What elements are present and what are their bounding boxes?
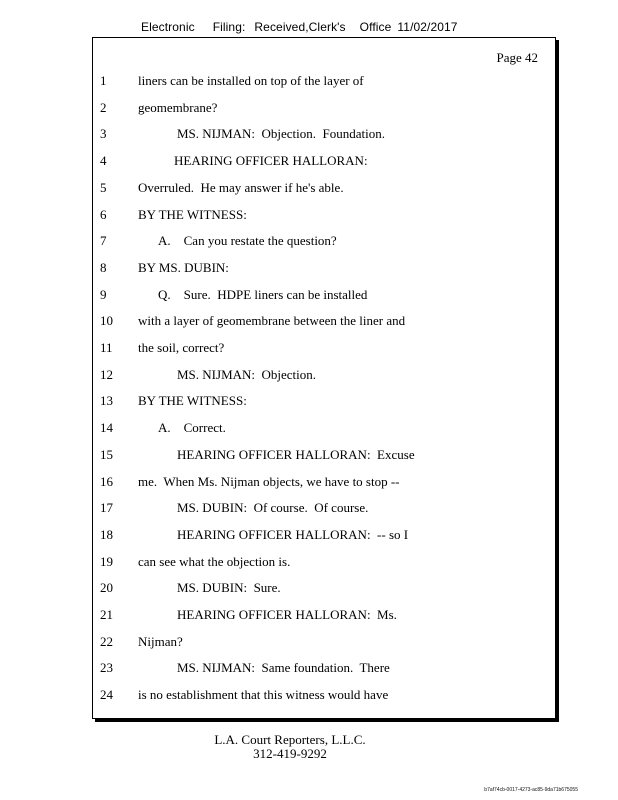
filing-header — [141, 20, 458, 34]
line-text: HEARING OFFICER HALLORAN: — [174, 153, 368, 169]
line-number: 10 — [100, 313, 113, 329]
line-text: MS. NIJMAN: Same foundation. There — [177, 660, 390, 676]
filing-header-filing: Filing: — [212, 20, 246, 34]
line-number: 12 — [100, 366, 113, 382]
line-number: 4 — [100, 153, 107, 169]
line-text: geomembrane? — [138, 99, 218, 115]
line-number: 11 — [100, 340, 113, 355]
line-number: 7 — [100, 233, 107, 249]
line-number: 17 — [100, 500, 113, 516]
line-text: BY MS. DUBIN: — [138, 259, 229, 275]
line-text: HEARING OFFICER HALLORAN: -- so I — [177, 526, 409, 542]
line-text: MS. DUBIN: Of course. Of course. — [177, 500, 369, 516]
footer — [0, 733, 580, 761]
line-number: 19 — [100, 553, 113, 569]
line-text: MS. DUBIN: Sure. — [177, 580, 281, 596]
line-text: HEARING OFFICER HALLORAN: Excuse — [177, 446, 415, 462]
line-number: 20 — [100, 580, 113, 596]
line-text: Overruled. He may answer if he's able. — [138, 179, 344, 195]
footer-firm: L.A. Court Reporters, L.L.C. — [214, 732, 366, 747]
line-number: 1 — [100, 73, 107, 88]
document-hash: b7af74cb-0017-4273-ac85-9da71b675055 — [484, 787, 578, 793]
line-text: Nijman? — [138, 633, 183, 649]
line-number: 6 — [100, 206, 107, 222]
filing-header-received: Received,Clerk's — [254, 20, 346, 34]
line-number: 18 — [100, 526, 113, 542]
line-text: HEARING OFFICER HALLORAN: Ms. — [177, 607, 397, 622]
line-text: with a layer of geomembrane between the liner and — [138, 313, 406, 329]
footer-phone: 312-419-9292 — [253, 746, 327, 761]
line-number: 2 — [100, 99, 107, 115]
page-number: Page 42 — [496, 50, 538, 65]
line-number: 13 — [100, 393, 113, 409]
line-number: 9 — [100, 286, 107, 302]
line-number: 8 — [100, 259, 107, 275]
line-number: 21 — [100, 607, 113, 622]
filing-header-office: Office — [359, 20, 392, 34]
filing-header-date: 11/02/2017 — [397, 20, 458, 34]
line-number: 23 — [100, 660, 113, 676]
line-number: 14 — [100, 420, 113, 436]
line-number: 22 — [100, 633, 113, 649]
line-number: 15 — [100, 446, 113, 462]
line-text: BY THE WITNESS: — [138, 393, 247, 409]
line-number: 3 — [100, 126, 107, 142]
line-text: MS. NIJMAN: Objection. Foundation. — [177, 126, 385, 142]
line-text: is no establishment that this witness would have — [138, 687, 389, 703]
line-text: liners can be installed on top of the layer of — [138, 73, 364, 88]
line-text: A. Can you restate the question? — [158, 233, 337, 249]
line-text: Q. Sure. HDPE liners can be installed — [158, 286, 368, 302]
line-text: can see what the objection is. — [138, 553, 291, 569]
filing-header-electronic: Electronic — [141, 20, 195, 34]
line-number: 24 — [100, 687, 113, 703]
line-text: MS. NIJMAN: Objection. — [177, 366, 317, 382]
line-text: the soil, correct? — [138, 340, 225, 355]
line-text: me. When Ms. Nijman objects, we have to stop -- — [138, 473, 400, 489]
line-text: A. Correct. — [158, 420, 226, 436]
line-text: BY THE WITNESS: — [138, 206, 247, 222]
line-number: 16 — [100, 473, 113, 489]
line-number: 5 — [100, 179, 107, 195]
